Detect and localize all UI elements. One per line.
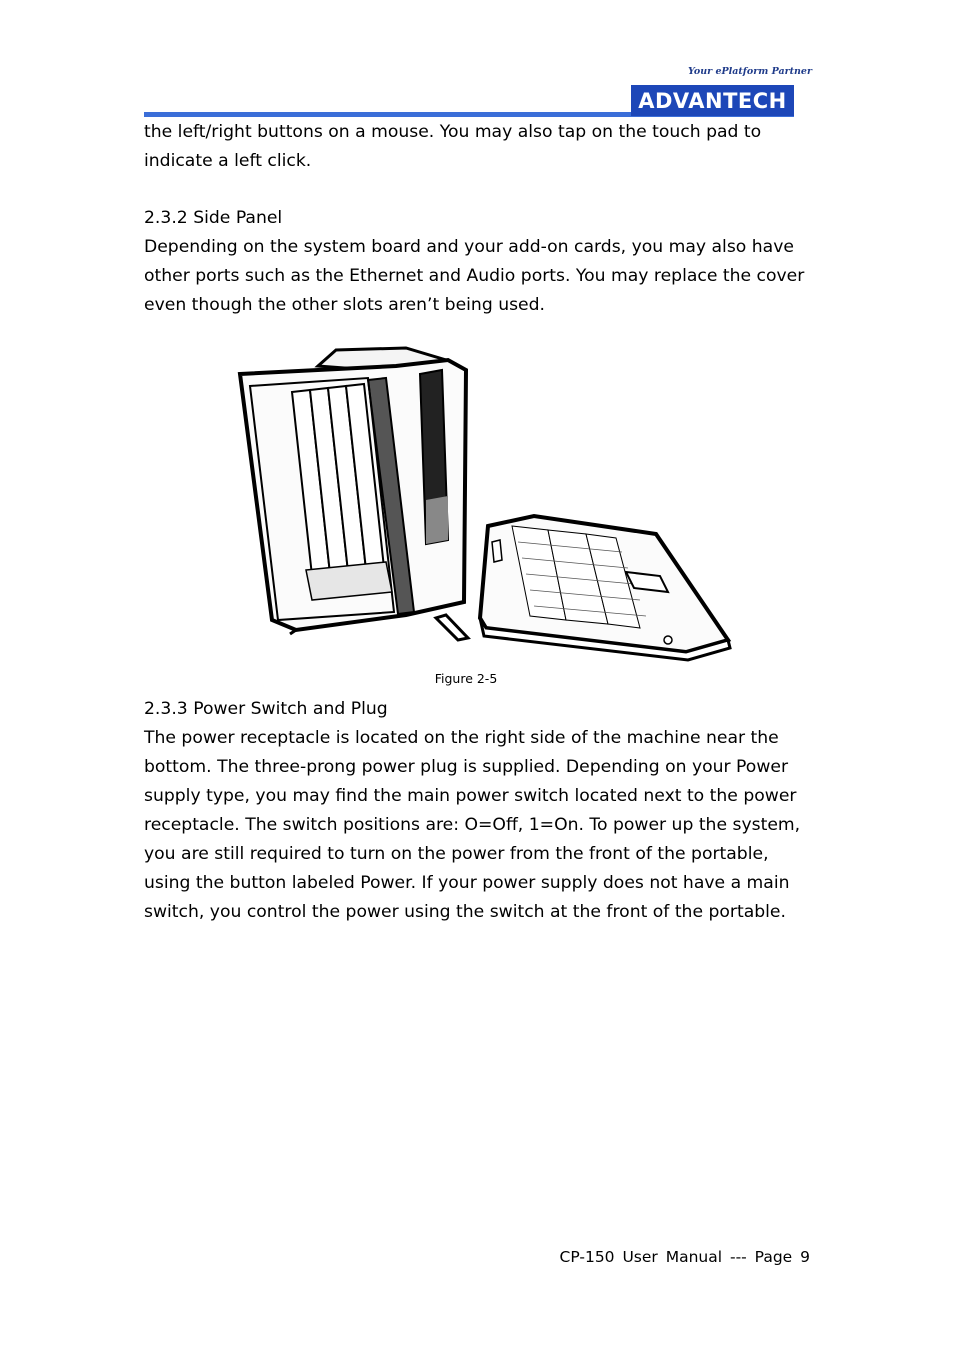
- continuation-paragraph: the left/right buttons on a mouse. You may also tap on the touch pad to indicate a left click.: [144, 122, 762, 171]
- advantech-logo: ADVANTECH: [631, 85, 794, 116]
- page-footer: CP-150 User Manual --- Page 9: [559, 1248, 810, 1266]
- side-panel-paragraph: Depending on the system board and your add-on cards, you may also have other ports such as the Ethernet and Audio ports. You may replace the cover even though the other slots aren’t being used.: [144, 237, 805, 315]
- portable-computer-illustration: [236, 330, 732, 664]
- figure-caption: Figure 2-5: [434, 671, 498, 686]
- side-panel-heading: 2.3.2 Side Panel: [144, 208, 283, 228]
- header-tagline: Your ePlatform Partner: [687, 66, 812, 77]
- power-heading: 2.3.3 Power Switch and Plug: [144, 699, 388, 719]
- power-paragraph: The power receptacle is located on the right side of the machine near the bottom. The three-prong power plug is supplied. Depending on your Power supply type, you may find the main power switch located next to the power receptacle. The switch positions are: O=Off, 1=On. To power up the system, you are still required to turn on the power from the front of the portable, using the button labeled Power. If your power supply does not have a main switch, you control the power using the switch at the front of the portable.: [144, 728, 801, 922]
- portable-computer-drawing: [236, 330, 732, 664]
